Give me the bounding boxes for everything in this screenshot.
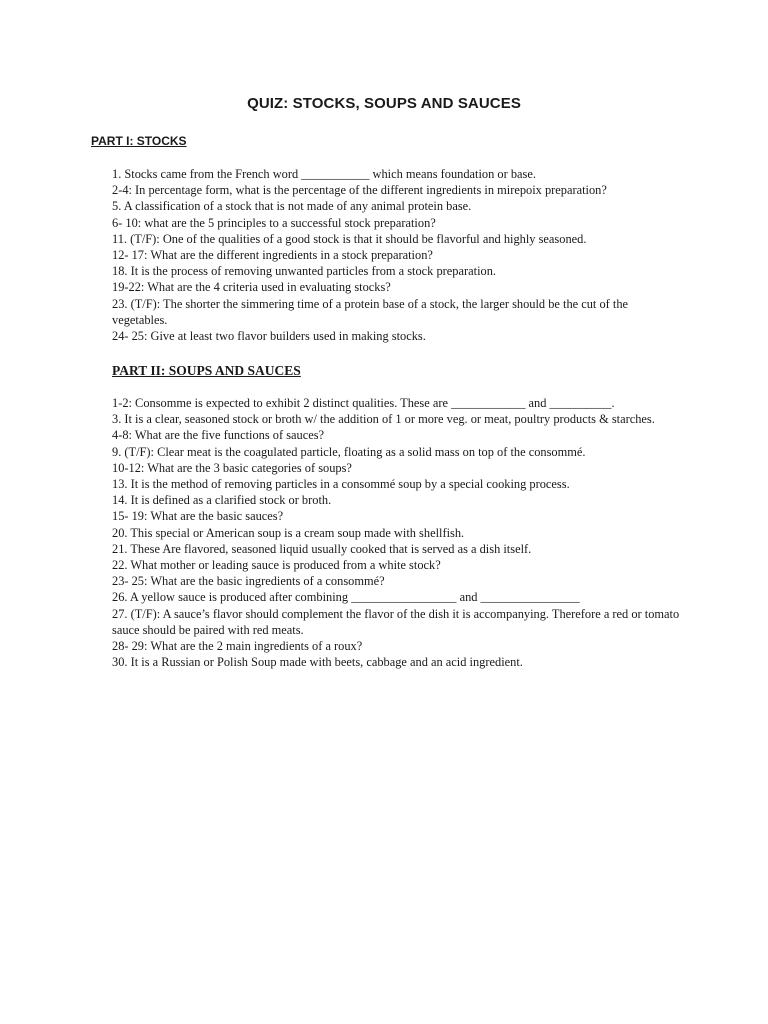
- question-item: 13. It is the method of removing particles in a consommé soup by a special cooking process.: [112, 477, 570, 492]
- question-item: 12- 17: What are the different ingredients in a stock preparation?: [112, 248, 433, 263]
- part2-question-list: [112, 395, 682, 670]
- question-item: 18. It is the process of removing unwanted particles from a stock preparation.: [112, 264, 496, 279]
- page-title: QUIZ: STOCKS, SOUPS AND SAUCES: [247, 95, 521, 112]
- question-item: 27. (T/F): A sauce’s flavor should complement the flavor of the dish it is accompanying. Therefore a red or tomato sauce should be paired with red meats.: [112, 606, 680, 637]
- question-item: 24- 25: Give at least two flavor builders used in making stocks.: [112, 329, 426, 344]
- question-item: 9. (T/F): Clear meat is the coagulated particle, floating as a solid mass on top of the consommé.: [112, 444, 586, 459]
- part2-heading: PART II: SOUPS AND SAUCES: [112, 363, 301, 378]
- question-item: 22. What mother or leading sauce is produced from a white stock?: [112, 558, 441, 573]
- question-item: 14. It is defined as a clarified stock or broth.: [112, 493, 332, 508]
- question-item: 26. A yellow sauce is produced after combining _________________ and ________________: [112, 590, 580, 605]
- question-item: 20. This special or American soup is a cream soup made with shellfish.: [112, 525, 465, 540]
- question-item: 1-2: Consomme is expected to exhibit 2 distinct qualities. These are ____________ and __________.: [112, 396, 615, 410]
- question-item: 30. It is a Russian or Polish Soup made with beets, cabbage and an acid ingredient.: [112, 655, 523, 670]
- question-item: 23. (T/F): The shorter the simmering time of a protein base of a stock, the larger should be the cut of the vegetables.: [112, 296, 629, 327]
- question-item: 6- 10: what are the 5 principles to a successful stock preparation?: [112, 215, 436, 230]
- part1-question-list: [112, 166, 682, 344]
- part1-heading: PART I: STOCKS: [91, 134, 187, 148]
- question-item: 1. Stocks came from the French word ___________ which means foundation or base.: [112, 167, 536, 181]
- question-item: 4-8: What are the five functions of sauces?: [112, 428, 325, 443]
- question-item: 11. (T/F): One of the qualities of a good stock is that it should be flavorful and highly seasoned.: [112, 231, 587, 246]
- question-item: 28- 29: What are the 2 main ingredients of a roux?: [112, 639, 363, 654]
- question-item: 19-22: What are the 4 criteria used in evaluating stocks?: [112, 280, 391, 295]
- question-item: 15- 19: What are the basic sauces?: [112, 509, 284, 524]
- question-item: 21. These Are flavored, seasoned liquid usually cooked that is served as a dish itself.: [112, 541, 532, 556]
- question-item: 5. A classification of a stock that is not made of any animal protein base.: [112, 199, 472, 214]
- question-item: 3. It is a clear, seasoned stock or broth w/ the addition of 1 or more veg. or meat, poultry products & starches.: [112, 412, 655, 427]
- question-item: 23- 25: What are the basic ingredients of a consommé?: [112, 574, 385, 589]
- question-item: 2-4: In percentage form, what is the percentage of the different ingredients in mirepoix preparation?: [112, 183, 607, 198]
- question-item: 10-12: What are the 3 basic categories of soups?: [112, 460, 352, 475]
